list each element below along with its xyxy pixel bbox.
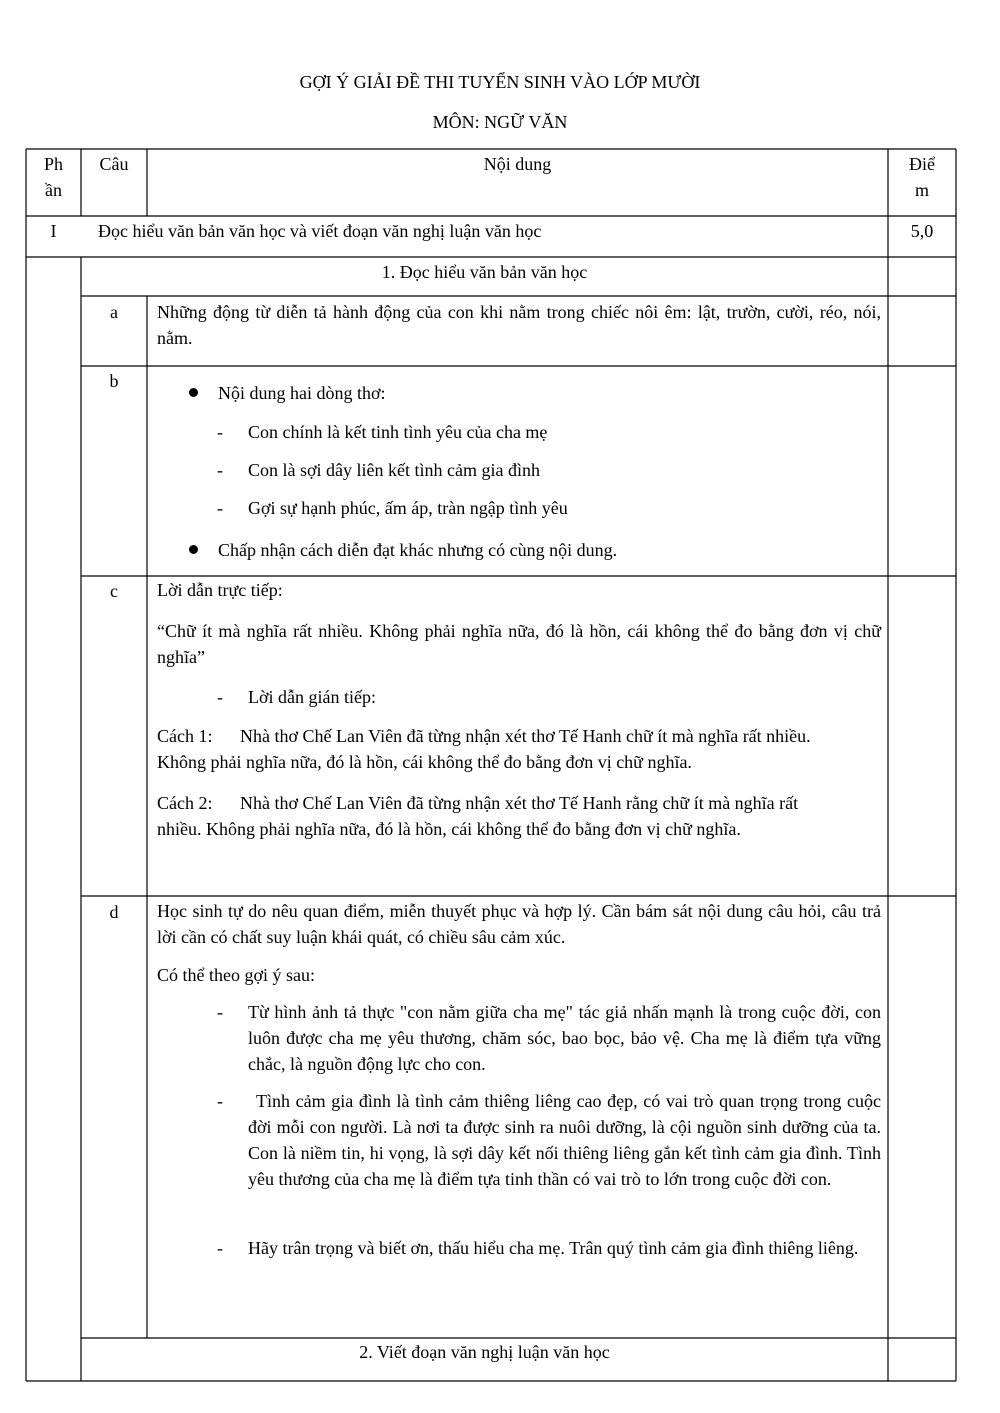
part-title: Đọc hiểu văn bản văn học và viết đoạn văn nghị luận văn học [98,221,542,241]
question-b-bullet-1: Nội dung hai dòng thơ: [218,383,386,403]
question-d-intro: Học sinh tự do nêu quan điểm, miễn thuyết phục và hợp lý. Cần bám sát nội dung câu hỏi, câu trả lời cần có chất suy luận khái quát, có chiều sâu cảm xúc. [157,901,881,947]
dash: - [217,498,223,518]
bullet [189,545,198,554]
header-diem: Điể m [909,154,935,200]
question-c-way-2-text: Nhà thơ Chế Lan Viên đã từng nhận xét thơ Tế Hanh rằng chữ ít mà nghĩa rất [240,793,799,813]
question-d-item: Hãy trân trọng và biết ơn, thấu hiểu cha mẹ. Trân quý tình cảm gia đình thiêng liêng. [248,1238,859,1258]
question-d-item: Từ hình ảnh tả thực "con nằm giữa cha mẹ" tác giả nhấn mạnh là trong cuộc đời, con luôn được cha mẹ yêu thương, chăm sóc, bao bọc, bảo vệ. Cha mẹ là điểm tựa vững chắc, là nguồn động lực cho con. [248,1002,881,1074]
document-title: GỢI Ý GIẢI ĐỀ THI TUYỂN SINH VÀO LỚP MƯỜI [299,72,701,92]
bullet [189,388,198,397]
question-b-label: b [109,371,119,391]
subject-title: MÔN: NGỮ VĂN [432,112,568,132]
question-d-item: Tình cảm gia đình là tình cảm thiêng liêng cao đẹp, có vai trò quan trọng trong cuộc đời mỗi con người. Là nơi ta được sinh ra nuôi dưỡng, là cội nguồn sinh dưỡng của ta. Con là niềm tin, hi vọng, là sợi dây kết nối thiêng liêng gắn kết tình cảm gia đình. Tình yêu thương của cha mẹ là điểm tựa tinh thần có vai trò to lớn trong cuộc đời con. [248,1091,881,1189]
question-a-answer: Những động từ diễn tả hành động của con khi nằm trong chiếc nôi êm: lật, trườn, cười, réo, nói, nằm. [157,302,881,348]
header-noi-dung: Nội dung [483,154,552,174]
question-d-label: d [109,902,119,922]
section-2-title: 2. Viết đoạn văn nghị luận văn học [359,1342,610,1362]
dash: - [217,687,223,707]
dash: - [217,1238,223,1258]
question-c-way-2-label: Cách 2: [157,793,213,813]
dash: - [217,422,223,442]
header-cau: Câu [99,154,129,174]
part-number: I [50,221,57,241]
question-c-way-1-cont: Không phải nghĩa nữa, đó là hồn, cái không thể đo bằng đơn vị chữ nghĩa. [157,752,692,772]
question-c-label: c [110,581,118,601]
part-score: 5,0 [910,221,934,241]
section-1-title: 1. Đọc hiểu văn bản văn học [381,262,588,282]
question-c-way-1-text: Nhà thơ Chế Lan Viên đã từng nhận xét thơ Tế Hanh chữ ít mà nghĩa rất nhiều. [240,726,811,746]
question-b-item: Gợi sự hạnh phúc, ấm áp, tràn ngập tình yêu [248,498,568,518]
question-b-bullet-2: Chấp nhận cách diễn đạt khác nhưng có cùng nội dung. [218,540,618,560]
question-c-indirect-title: Lời dẫn gián tiếp: [248,687,376,707]
dash: - [217,1091,223,1111]
question-d-suggest: Có thể theo gợi ý sau: [157,965,316,985]
question-a-label: a [110,302,118,322]
question-c-direct-quote: “Chữ ít mà nghĩa rất nhiều. Không phải nghĩa nữa, đó là hồn, cái không thể đo bằng đơn vị chữ nghĩa” [157,621,881,667]
dash: - [217,460,223,480]
question-c-way-1-label: Cách 1: [157,726,213,746]
question-c-direct-title: Lời dẫn trực tiếp: [157,580,283,600]
question-b-item: Con là sợi dây liên kết tình cảm gia đình [248,460,540,480]
dash: - [217,1002,223,1022]
header-phan: Ph ần [43,154,63,200]
question-c-way-2-cont: nhiều. Không phải nghĩa nữa, đó là hồn, cái không thể đo bằng đơn vị chữ nghĩa. [157,819,741,839]
question-b-item: Con chính là kết tinh tình yêu của cha mẹ [248,422,548,442]
